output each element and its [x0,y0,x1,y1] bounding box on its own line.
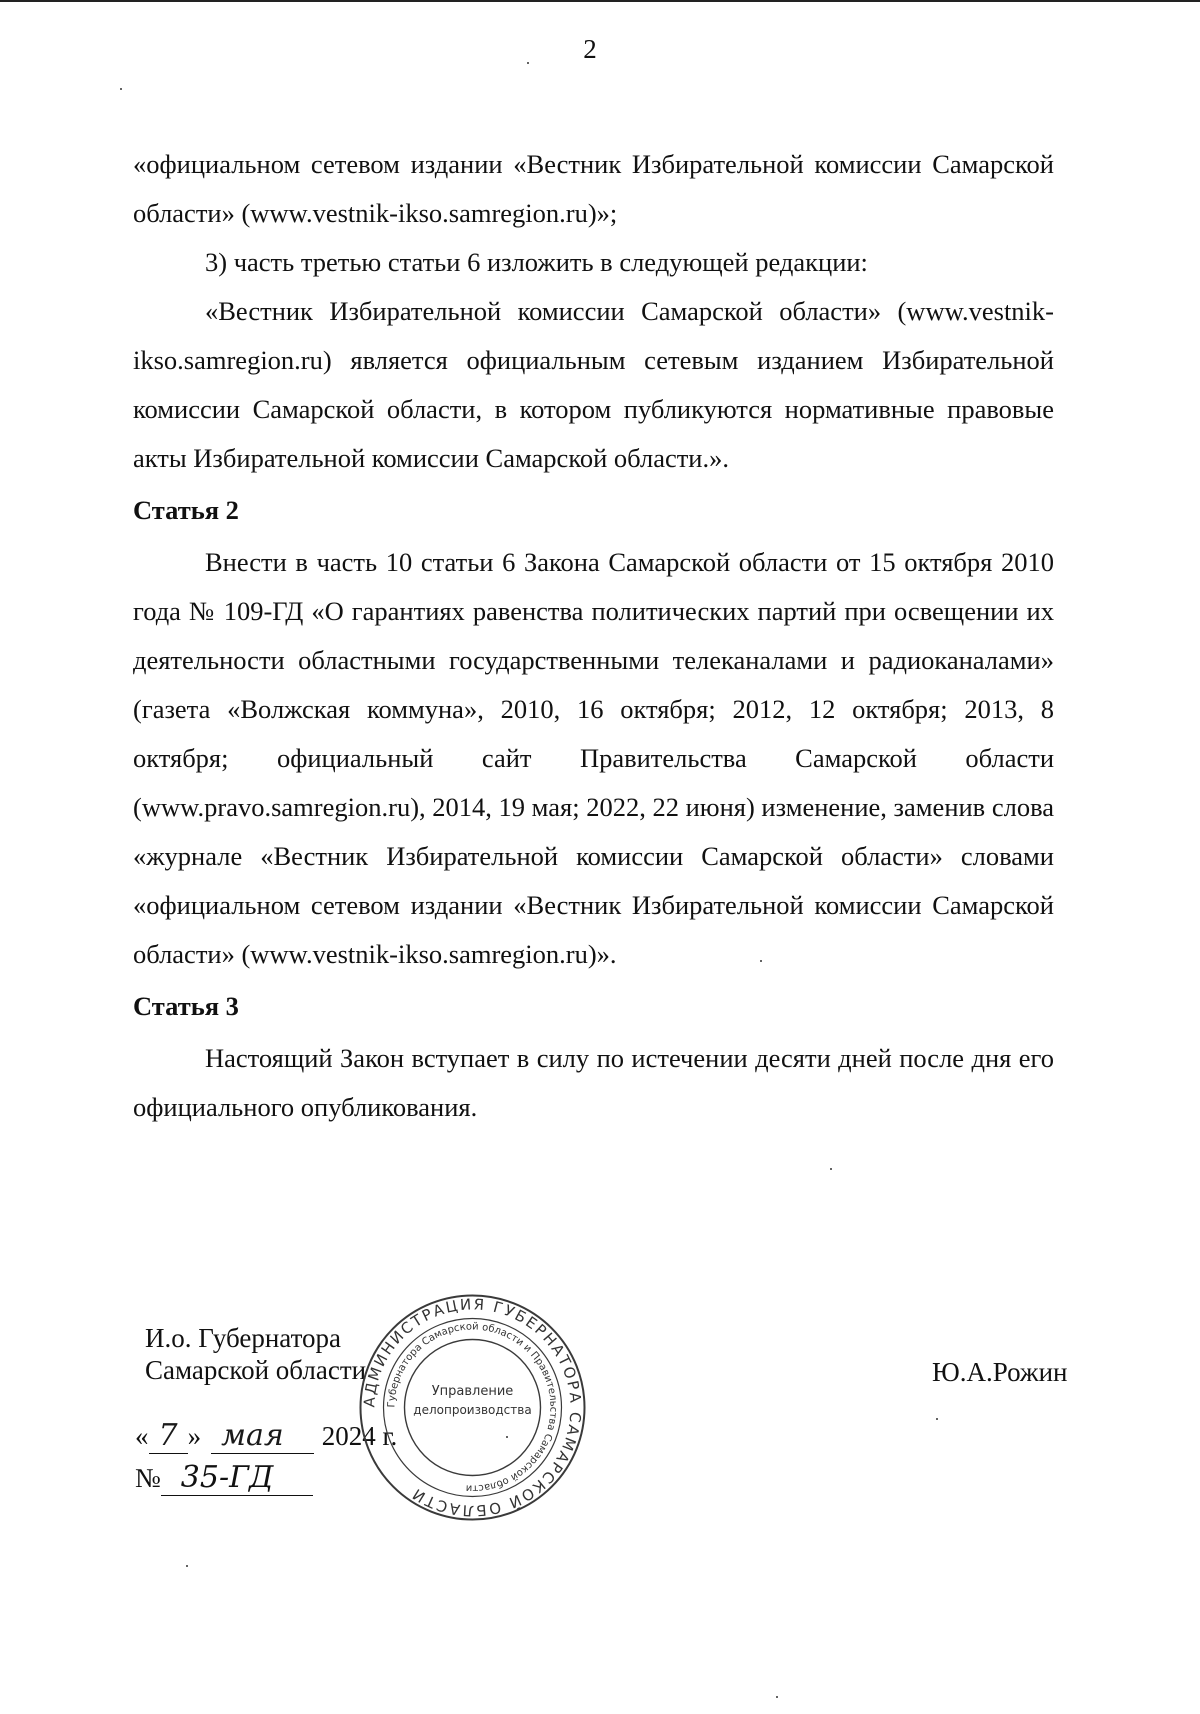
stamp-outer-text: АДМИНИСТРАЦИЯ ГУБЕРНАТОРА САМАРСКОЙ ОБЛАСТИ [360,1295,585,1520]
article-3-heading: Статья 3 [133,991,239,1021]
scan-speck [186,1565,188,1567]
law-number [135,1460,313,1496]
signatory-title [145,1322,366,1386]
scan-speck [760,960,762,962]
date-year: 2024 г. [321,1421,398,1451]
paragraph-amendment-text: «Вестник Избирательной комиссии Самарской области» (www.vestnik-ikso.samregion.ru) является официальным сетевым изданием Избирательной комиссии Самарской области, в котором публикуются нормативные правовые акты Избирательной комиссии Самарской области.». [133,296,1054,473]
signatory-title-line1: И.о. Губернатора [145,1323,342,1353]
paragraph-amendment-item-3: 3) часть третью статьи 6 изложить в следующей редакции: [205,247,868,277]
official-stamp-icon [355,1290,590,1525]
date-month: мая [211,1418,314,1454]
article-2-heading: Статья 2 [133,495,239,525]
signatory-name: Ю.А.Рожин [932,1357,1068,1387]
date-open-quote: « [135,1421,149,1451]
article-2-text: Внести в часть 10 статьи 6 Закона Самарской области от 15 октября 2010 года № 109-ГД «О гарантиях равенства политических партий при освещении их деятельности областными государственными телеканалами и радиоканалами» (газета «Волжская коммуна», 2010, 16 октября; 2012, 12 октября; 2013, 8 октября; официальный сайт Правительства Самарской области (www.pravo.samregion.ru), 2014, 19 мая; 2022, 22 июня) изменение, заменив слова «журнале «Вестник Избирательной комиссии Самарской области» словами «официальном сетевом издании «Вестник Избирательной комиссии Самарской области» (www.vestnik-ikso.samregion.ru)». [133,547,1054,969]
stamp-center-line2: делопроизводства [413,1403,532,1417]
date-close-quote: » [187,1421,202,1451]
article-3-text: Настоящий Закон вступает в силу по истечении десяти дней после дня его официального опубликования. [133,1043,1054,1122]
stamp-inner-text: Губернатора Самарской области и Правительства Самарской области [386,1321,559,1494]
top-border-line [0,0,1200,2]
number-label: № [135,1463,161,1493]
date-day: 7 [149,1418,188,1454]
scan-speck [776,1696,778,1698]
page-number: 2 [583,34,597,64]
paragraph-continuation: «официальном сетевом издании «Вестник Избирательной комиссии Самарской области» (www.vestnik-ikso.samregion.ru)»; [133,149,1054,228]
signatory-title-line2: Самарской области [145,1355,367,1385]
scan-speck [506,1436,508,1438]
scan-speck [120,88,122,90]
scan-speck [830,1168,832,1170]
stamp-center-line1: Управление [431,1384,514,1399]
scan-speck [527,62,529,64]
number-value: 35-ГД [161,1460,314,1496]
scan-speck [936,1418,938,1420]
document-body [133,140,1054,1132]
